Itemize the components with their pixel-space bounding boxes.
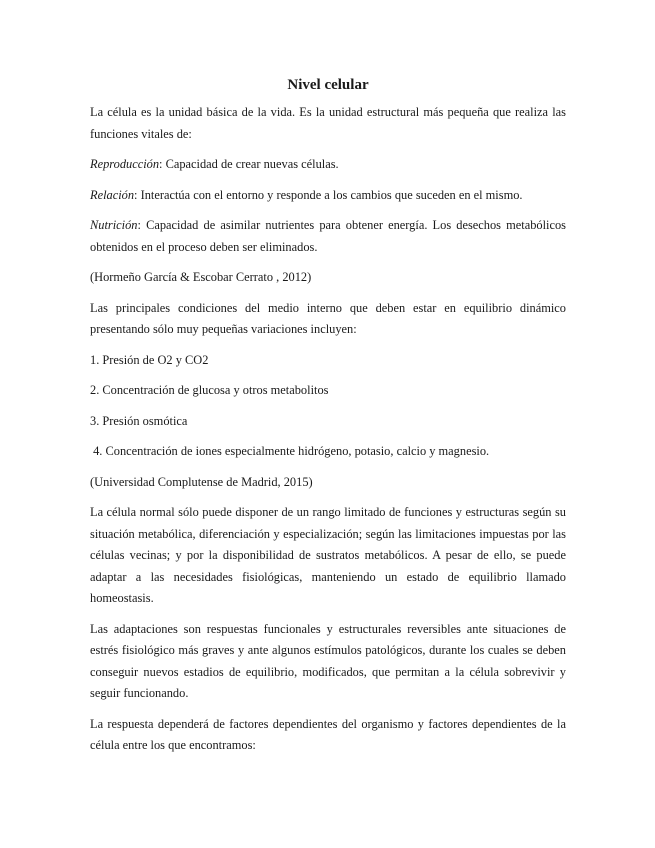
text-nutricion: : Capacidad de asimilar nutrientes para obtener energía. Los desechos metabólicos obtenidos en el proceso deben ser eliminados. [90,218,566,254]
list-item: 2. Concentración de glucosa y otros metabolitos [90,383,329,397]
paragraph-conditions: Las principales condiciones del medio interno que deben estar en equilibrio dinámico presentando sólo muy pequeñas variaciones incluyen: [90,300,566,336]
citation-complutense: (Universidad Complutense de Madrid, 2015) [90,474,313,489]
text-reproduccion: : Capacidad de crear nuevas células. [159,157,339,171]
term-reproduccion: Reproducción [90,157,160,171]
paragraph-intro: La célula es la unidad básica de la vida. Es la unidad estructural más pequeña que realiza las funciones vitales de: [90,105,566,141]
list-item: 1. Presión de O2 y CO2 [90,352,209,367]
page-title: Nivel celular [287,77,369,93]
text-relacion: : Interactúa con el entorno y responde a los cambios que suceden en el mismo. [134,187,523,202]
term-nutricion: Nutrición [90,218,138,232]
term-relacion: Relación [90,187,135,202]
citation-hormeno: (Hormeño García & Escobar Cerrato , 2012) [90,270,312,284]
list-item: 4. Concentración de iones especialmente hidrógeno, potasio, calcio y magnesio. [90,444,490,458]
paragraph-reproduccion [90,154,566,176]
paragraph-nutricion [90,215,566,258]
document-page [90,74,566,766]
paragraph-respuesta: La respuesta dependerá de factores dependientes del organismo y factores dependientes de la célula entre los que encontramos: [90,716,566,752]
paragraph-celula-normal: La célula normal sólo puede disponer de un rango limitado de funciones y estructuras según su situación metabólica, diferenciación y especialización; según las limitaciones impuestas por las células vecinas; y por la disponibilidad de sustratos metabólicos. A pesar de ello, se puede adaptar a las necesidades fisiológicas, manteniendo un estado de equilibrio llamado homeostasis. [90,505,566,605]
list-item: 3. Presión osmótica [90,413,188,428]
paragraph-relacion [90,185,566,207]
paragraph-adaptaciones: Las adaptaciones son respuestas funcionales y estructurales reversibles ante situaciones de estrés fisiológico más graves y ante algunos estímulos patológicos, durante los cuales se deben conseguir nuevos estadios de equilibrio, modificados, que permitan a la célula sobrevivir y seguir funcionando. [90,621,566,700]
